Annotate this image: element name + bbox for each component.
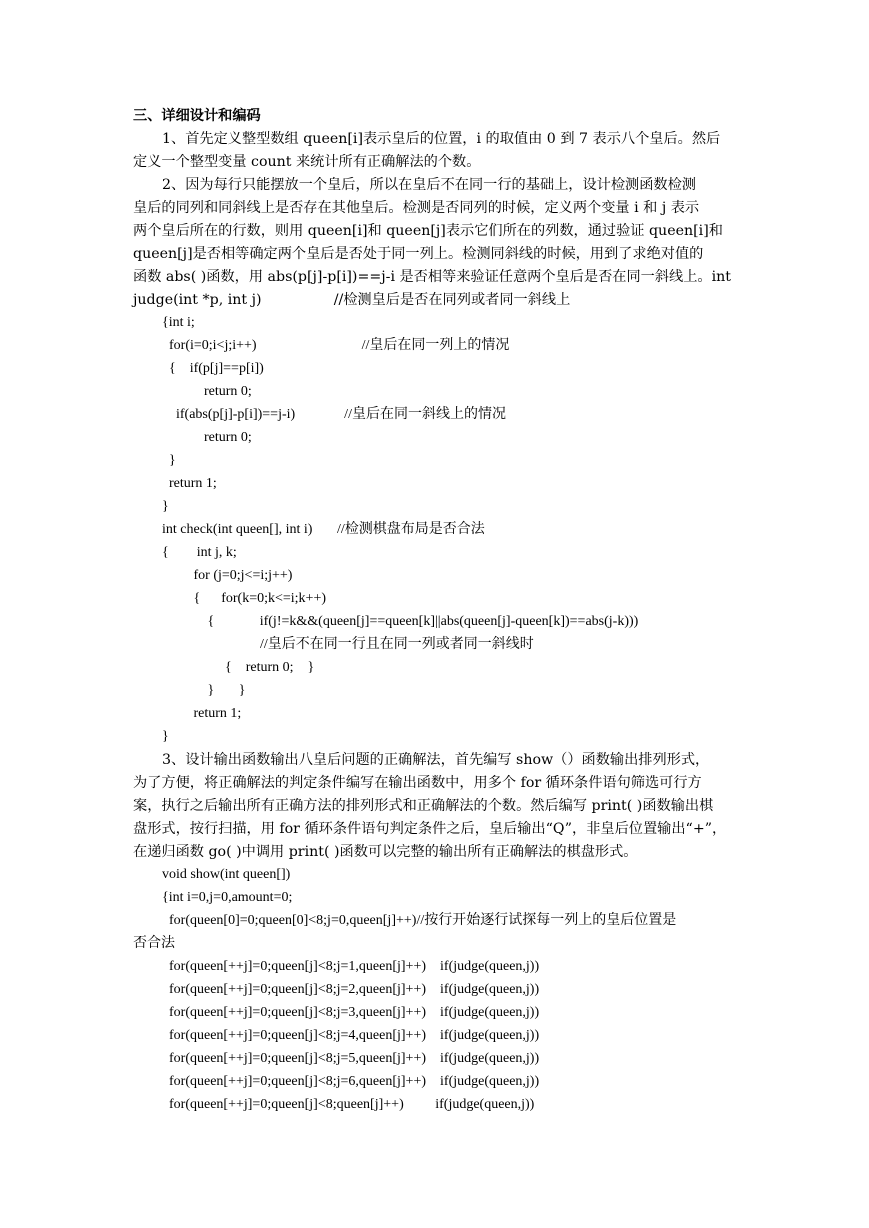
code-line: } [162, 729, 169, 744]
code-line: for(queen[++j]=0;queen[j]<8;j=3,queen[j]++) if(judge(queen,j)) [162, 1005, 540, 1020]
code-line: {int i=0,j=0,amount=0; [162, 890, 293, 905]
code-line: int check(int queen[], int i) //检测棋盘布局是否合法 [162, 522, 485, 537]
code-line: } [162, 453, 176, 468]
paragraph-line: 1、首先定义整型数组 queen[i]表示皇后的位置，i 的取值由 0 到 7 表示八个皇后。然后 [162, 131, 721, 147]
code-line: return 1; [162, 476, 217, 491]
code-line: { for(k=0;k<=i;k++) [162, 591, 327, 606]
code-line: for (j=0;j<=i;j++) [162, 568, 293, 583]
code-line: for(queen[++j]=0;queen[j]<8;j=5,queen[j]++) if(judge(queen,j)) [162, 1051, 540, 1066]
code-line: //皇后不在同一行且在同一列或者同一斜线时 [162, 637, 534, 652]
code-line: {int i; [162, 315, 195, 330]
code-line: if(abs(p[j]-p[i])==j-i) //皇后在同一斜线上的情况 [162, 407, 506, 422]
code-line: } [162, 499, 169, 514]
paragraph-line: 定义一个整型变量 count 来统计所有正确解法的个数。 [133, 154, 481, 170]
paragraph-line: judge(int *p, int j) //检测皇后是否在同列或者同一斜线上 [133, 292, 571, 308]
code-line: return 1; [162, 706, 242, 721]
code-line: for(queen[0]=0;queen[0]<8;j=0,queen[j]++)//按行开始逐行试探每一列上的皇后位置是 [162, 913, 677, 928]
code-line: for(queen[++j]=0;queen[j]<8;j=4,queen[j]++) if(judge(queen,j)) [162, 1028, 540, 1043]
section-heading: 三、详细设计和编码 [133, 108, 261, 124]
code-line: { if(j!=k&&(queen[j]==queen[k]||abs(queen[j]-queen[k])==abs(j-k))) [162, 614, 639, 629]
code-line: return 0; [162, 384, 252, 399]
paragraph-line: queen[j]是否相等确定两个皇后是否处于同一列上。检测同斜线的时候，用到了求绝对值的 [133, 246, 704, 262]
code-line: { if(p[j]==p[i]) [162, 361, 264, 376]
code-line: } } [162, 683, 246, 698]
paragraph-line: 案，执行之后输出所有正确方法的排列形式和正确解法的个数。然后编写 print( )函数输出棋 [133, 798, 714, 814]
paragraph-line: 函数 abs( )函数，用 abs(p[j]-p[i])==j-i 是否相等来验证任意两个皇后是否在同一斜线上。int [133, 269, 731, 285]
paragraph-line: 盘形式，按行扫描，用 for 循环条件语句判定条件之后，皇后输出“Q”，非皇后位置输出“+”， [133, 821, 727, 837]
code-line: void show(int queen[]) [162, 867, 291, 882]
paragraph-line: 2、因为每行只能摆放一个皇后，所以在皇后不在同一行的基础上，设计检测函数检测 [162, 177, 696, 193]
code-line: return 0; [162, 430, 252, 445]
paragraph-line: 皇后的同列和同斜线上是否存在其他皇后。检测是否同列的时候，定义两个变量 i 和 j 表示 [133, 200, 700, 216]
code-line: for(queen[++j]=0;queen[j]<8;j=2,queen[j]++) if(judge(queen,j)) [162, 982, 540, 997]
paragraph-line: 在递归函数 go( )中调用 print( )函数可以完整的输出所有正确解法的棋盘形式。 [133, 844, 638, 860]
code-line: for(queen[++j]=0;queen[j]<8;queen[j]++) if(judge(queen,j)) [162, 1097, 535, 1112]
code-line: 否合法 [133, 936, 175, 951]
code-line: { return 0; } [162, 660, 315, 675]
code-line: { int j, k; [162, 545, 237, 560]
paragraph-line: 为了方便，将正确解法的判定条件编写在输出函数中，用多个 for 循环条件语句筛选可行方 [133, 775, 702, 791]
code-line: for(i=0;i<j;i++) //皇后在同一列上的情况 [162, 338, 510, 353]
code-line: for(queen[++j]=0;queen[j]<8;j=6,queen[j]++) if(judge(queen,j)) [162, 1074, 540, 1089]
paragraph-line: 3、设计输出函数输出八皇后问题的正确解法，首先编写 show（）函数输出排列形式， [162, 752, 710, 768]
code-line: for(queen[++j]=0;queen[j]<8;j=1,queen[j]++) if(judge(queen,j)) [162, 959, 540, 974]
paragraph-line: 两个皇后所在的行数，则用 queen[i]和 queen[j]表示它们所在的列数，通过验证 queen[i]和 [133, 223, 723, 239]
